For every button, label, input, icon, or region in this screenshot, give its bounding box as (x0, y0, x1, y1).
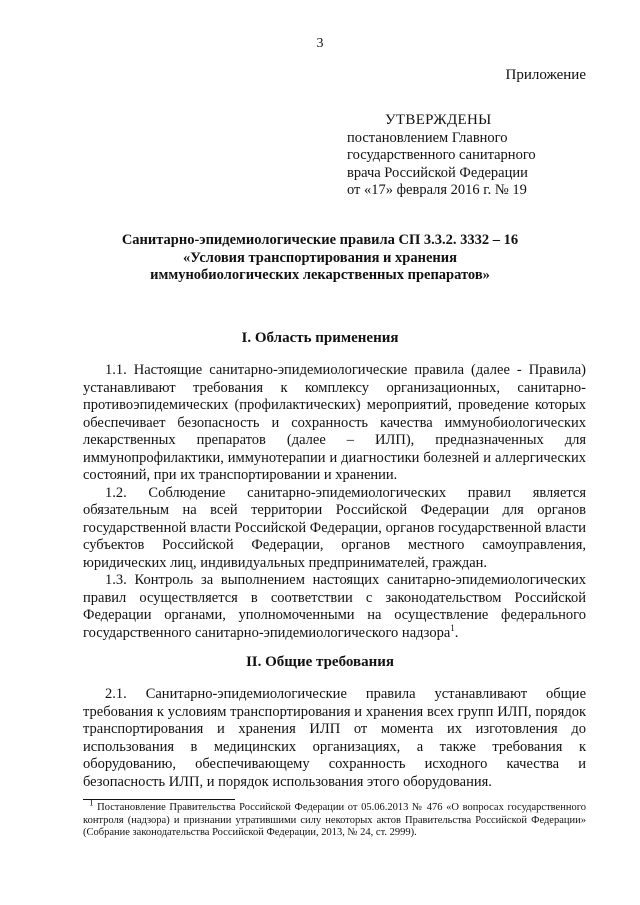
approval-line: постановлением Главного (347, 129, 508, 146)
section-general-body (83, 686, 586, 791)
section-heading-scope: I. Область применения (241, 330, 399, 346)
approval-line: государственного санитарного (347, 147, 536, 163)
footnote-marker: 1 (89, 797, 94, 808)
section-scope-body (83, 362, 586, 642)
paragraph-2-1: 2.1. Санитарно-эпидемиологические правила устанавливают общие требования к условиям транспортирования и хранения всех групп ИЛП, порядок транспортирования и хранения ИЛП от момента их изготовления до использования в медицинских организациях, а также требования к оборудованию, обеспечивающему сохранность исходного качества и безопасность ИЛП, и порядок использования этого оборудования. (83, 686, 586, 790)
footnote-divider (83, 799, 235, 800)
title-line: иммунобиологических лекарственных препаратов» (150, 267, 490, 283)
footnote-text: Постановление Правительства Российской Федерации от 05.06.2013 № 476 «О вопросах государственного контроля (надзора) и признании утратившими силу некоторых актов Правительства Российской Федерации» (Собрание законодательства Российской Федерации, 2013, № 24, ст. 2999). (83, 802, 586, 838)
footnote (83, 797, 586, 840)
appendix-label: Приложение (505, 67, 586, 83)
paragraph-1-1: 1.1. Настоящие санитарно-эпидемиологические правила (далее - Правила) устанавливают требования к комплексу организационных, санитарно-противоэпидемических (профилактических) мероприятий, проведение которых обеспечивает безопасность и сохранность качества иммунобиологических лекарственных препаратов (далее – ИЛП), предназначенных для иммунопрофилактики, иммунотерапии и диагностики болезней и аллергических состояний, при их транспортировании и хранении. (83, 362, 586, 483)
title-line: «Условия транспортирования и хранения (183, 249, 457, 266)
document-title (60, 232, 580, 285)
paragraph-1-3-end: . (454, 624, 459, 641)
page-number: 3 (316, 36, 324, 51)
paragraph-1-3-text: 1.3. Контроль за выполнением настоящих санитарно-эпидемиологических правил осуществляется в соответствии с законодательством Российской Федерации органами, уполномоченными на осуществление федерального государственного санитарно-эпидемиологического надзора (83, 572, 586, 641)
approval-block (347, 112, 536, 200)
title-line: Санитарно-эпидемиологические правила СП 3.3.2. 3332 – 16 (121, 232, 519, 248)
section-heading-general: II. Общие требования (245, 654, 395, 670)
approval-line: врача Российской Федерации (347, 164, 528, 181)
approval-heading: УТВЕРЖДЕНЫ (385, 112, 492, 128)
paragraph-1-2: 1.2. Соблюдение санитарно-эпидемиологических правил является обязательным на всей территории Российской Федерации для органов государственной власти Российской Федерации, органов государственной власти субъектов Российской Федерации, органов местного самоуправления, юридических лиц, индивидуальных предпринимателей, граждан. (83, 484, 586, 571)
paragraph-1-3 (83, 572, 586, 642)
approval-line: от «17» февраля 2016 г. № 19 (347, 182, 527, 198)
footnote-reference: 1 (450, 622, 455, 633)
